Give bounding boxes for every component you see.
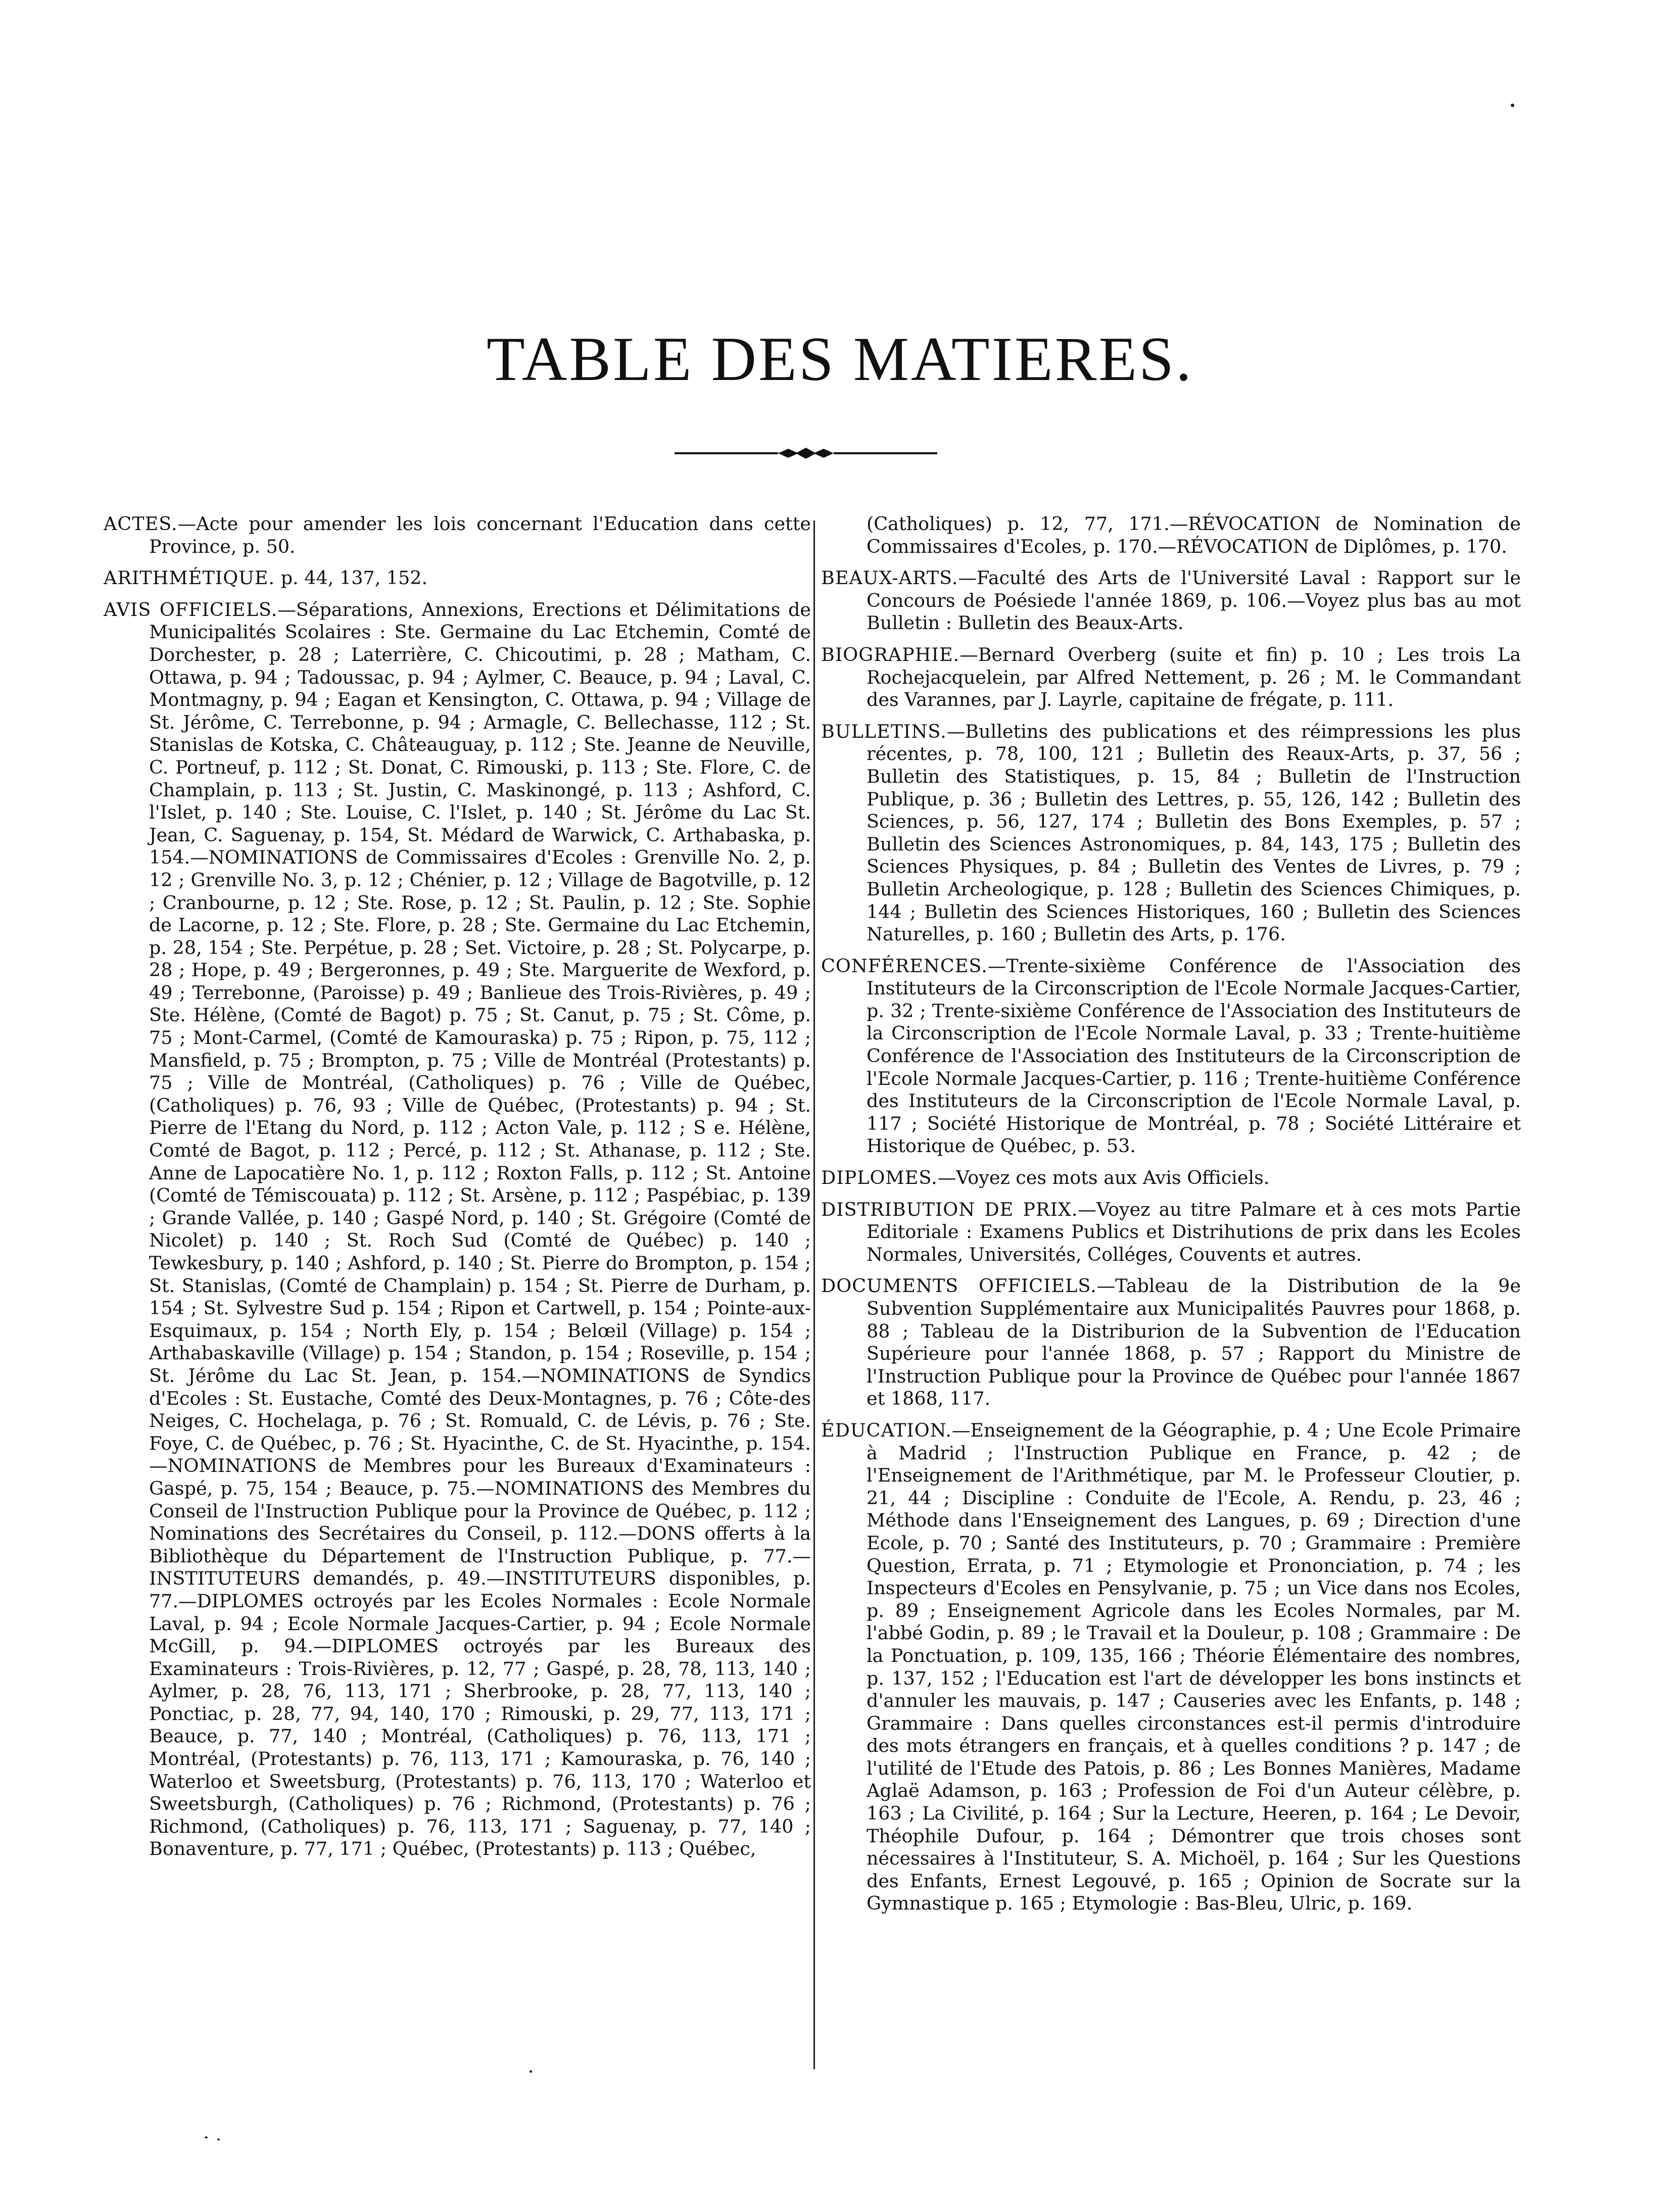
entry-text: p. 44, 137, 152.: [275, 567, 428, 589]
entry-bulletins: [821, 721, 1521, 946]
entry-text: —Tableau de la Distribution de la 9e Subvention Supplémentaire aux Municipalités Pauvres pour 1868, p. 88 ; Tableau de la Distriburion de la Subvention de l'Education Supérieure pour l'année 1868, p. 57 ; Rapport du Ministre de l'Instruction Publique pour la Province de Québec pour l'année 1867 et 1868, 117.: [867, 1275, 1521, 1410]
entry-text: —Enseignement de la Géographie, p. 4 ; Une Ecole Primaire à Madrid ; l'Instruction Publique en France, p. 42 ; de l'Enseignement de l'Arithmétique, par M. le Professeur Cloutier, p. 21, 44 ; Discipline : Conduite de l'Ecole, A. Rendu, p. 23, 46 ; Méthode dans l'Enseignement des Langues, p. 69 ; Direction d'une Ecole, p. 70 ; Santé des Instituteurs, p. 70 ; Grammaire : Première Question, Errata, p. 71 ; Etymologie et Prononciation, p. 74 ; les Inspecteurs d'Ecoles en Pensylvanie, p. 75 ; un Vice dans nos Ecoles, p. 89 ; Enseignement Agricole dans les Ecoles Normales, par M. l'abbé Godin, p. 89 ; le Travail et la Douleur, p. 108 ; Grammaire : De la Ponctuation, p. 109, 135, 166 ; Théorie Élémentaire des nombres, p. 137, 152 ; l'Education est l'art de développer les bons instincts et d'annuler les mauvais, p. 147 ; Causeries avec les Enfants, p. 148 ; Grammaire : Dans quelles circonstances est-il permis d'introduire des mots étrangers en français, et à quelles conditions ? p. 147 ; de l'utilité de l'Etude des Patois, p. 86 ; Les Bonnes Manières, Madame Aglaë Adamson, p. 163 ; Profession de Foi d'un Auteur célèbre, p. 163 ; La Civilité, p. 164 ; Sur la Lecture, Heeren, p. 164 ; Le Devoir, Théophile Dufour, p. 164 ; Démontrer que trois choses sont nécessaires à l'Instituteur, S. A. Michoël, p. 164 ; Sur les Questions des Enfants, Ernest Legouvé, p. 165 ; Opinion de Socrate sur la Gymnastique p. 165 ; Etymologie : Bas-Bleu, Ulric, p. 169.: [867, 1419, 1521, 1915]
entry-actes: [104, 513, 811, 558]
print-speck: [1511, 104, 1514, 107]
left-column: [104, 513, 811, 1870]
column-divider: [813, 520, 815, 2069]
entry-text: —Faculté des Arts de l'Université Laval : Rapport sur le Concours de Poésiede l'année 1869, p. 106.—Voyez plus bas au mot Bulletin : Bulletin des Beaux-Arts.: [867, 567, 1521, 634]
print-speck: [530, 2070, 532, 2073]
entry-education: [821, 1419, 1521, 1915]
entry-text: —Voyez ces mots aux Avis Officiels.: [937, 1167, 1270, 1189]
entry-heading: DISTRIBUTION DE PRIX.: [821, 1198, 1078, 1220]
print-speck: [205, 2136, 208, 2138]
print-speck: [217, 2138, 220, 2140]
entry-beaux-arts: [821, 567, 1521, 635]
entry-heading: BEAUX-ARTS.: [821, 567, 958, 589]
entry-heading: DIPLOMES.: [821, 1167, 938, 1189]
page-title: TABLE DES MATIERES.: [486, 324, 1194, 394]
entry-text: —Voyez au titre Palmare et à ces mots Partie Editoriale : Examens Publics et Distrihutions de prix dans les Ecoles Normales, Universités, Colléges, Couvents et autres.: [867, 1198, 1521, 1265]
entry-text: —Bulletins des publications et des réimpressions les plus récentes, p. 78, 100, 121 ; Bulletin des Reaux-Arts, p. 37, 56 ; Bulletin des Statistiques, p. 15, 84 ; Bulletin de l'Instruction Publique, p. 36 ; Bulletin des Lettres, p. 55, 126, 142 ; Bulletin des Sciences, p. 56, 127, 174 ; Bulletin des Bons Exemples, p. 57 ; Bulletin des Sciences Astronomiques, p. 84, 143, 175 ; Bulletin des Sciences Physiques, p. 84 ; Bulletin des Ventes de Livres, p. 79 ; Bulletin Archeologique, p. 128 ; Bulletin des Sciences Chimiques, p. 144 ; Bulletin des Sciences Historiques, 160 ; Bulletin des Sciences Naturelles, p. 160 ; Bulletin des Arts, p. 176.: [867, 720, 1521, 945]
entry-conferences: [821, 955, 1521, 1158]
entry-heading: BIOGRAPHIE.: [821, 643, 960, 665]
entry-text: —Acte pour amender les lois concernant l'Education dans cette Province, p. 50.: [149, 513, 811, 557]
entry-text: —Séparations, Annexions, Erections et Délimitations de Municipalités Scolaires : Ste. Germaine du Lac Etchemin, Comté de Dorchester, p. 28 ; Laterrière, C. Chicoutimi, p. 28 ; Matham, C. Ottawa, p. 94 ; Tadoussac, p. 94 ; Aylmer, C. Beauce, p. 94 ; Laval, C. Montmagny, p. 94 ; Eagan et Kensington, C. Ottawa, p. 94 ; Village de St. Jérôme, C. Terrebonne, p. 94 ; Armagle, C. Bellechasse, 112 ; St. Stanislas de Kotska, C. Châteauguay, p. 112 ; Ste. Jeanne de Neuville, C. Portneuf, p. 112 ; St. Donat, C. Rimouski, p. 113 ; Ste. Flore, C. de Champlain, p. 113 ; St. Justin, C. Maskinongé, p. 113 ; Ashford, C. l'Islet, p. 140 ; Ste. Louise, C. l'Islet, p. 140 ; St. Jérôme du Lac St. Jean, C. Saguenay, p. 154, St. Médard de Warwick, C. Arthabaska, p. 154.—NOMINATIONS de Commissaires d'Ecoles : Grenville No. 2, p. 12 ; Grenville No. 3, p. 12 ; Chénier, p. 12 ; Village de Bagotville, p. 12 ; Cranbourne, p. 12 ; Ste. Rose, p. 12 ; St. Paulin, p. 12 ; Ste. Sophie de Lacorne, p. 12 ; Ste. Flore, p. 28 ; Ste. Germaine du Lac Etchemin, p. 28, 154 ; Ste. Perpétue, p. 28 ; Set. Victoire, p. 28 ; St. Polycarpe, p. 28 ; Hope, p. 49 ; Bergeronnes, p. 49 ; Ste. Marguerite de Wexford, p. 49 ; Terrebonne, (Paroisse) p. 49 ; Banlieue des Trois-Rivières, p. 49 ; Ste. Hélène, (Comté de Bagot) p. 75 ; St. Canut, p. 75 ; St. Côme, p. 75 ; Mont-Carmel, (Comté de Kamouraska) p. 75 ; Ripon, p. 75, 112 ; Mansfield, p. 75 ; Brompton, p. 75 ; Ville de Montréal (Protestants) p. 75 ; Ville de Montréal, (Catholiques) p. 76 ; Ville de Québec, (Catholiques) p. 76, 93 ; Ville de Québec, (Protestants) p. 94 ; St. Pierre de l'Etang du Nord, p. 112 ; Acton Vale, p. 112 ; S e. Hélène, Comté de Bagot, p. 112 ; Percé, p. 112 ; St. Athanase, p. 112 ; Ste. Anne de Lapocatière No. 1, p. 112 ; Roxton Falls, p. 112 ; St. Antoine (Comté de Témiscouata) p. 112 ; St. Arsène, p. 112 ; Paspébiac, p. 139 ; Grande Vallée, p. 140 ; Gaspé Nord, p. 140 ; St. Grégoire (Comté de Nicolet) p. 140 ; St. Roch Sud (Comté de Québec) p. 140 ; Tewkesbury, p. 140 ; Ashford, p. 140 ; St. Pierre do Brompton, p. 154 ; St. Stanislas, (Comté de Champlain) p. 154 ; St. Pierre de Durham, p. 154 ; St. Sylvestre Sud p. 154 ; Ripon et Cartwell, p. 154 ; Pointe-aux-Esquimaux, p. 154 ; North Ely, p. 154 ; Belœil (Village) p. 154 ; Arthabaskaville (Village) p. 154 ; Standon, p. 154 ; Roseville, p. 154 ; St. Jérôme du Lac St. Jean, p. 154.—NOMINATIONS de Syndics d'Ecoles : St. Eustache, Comté des Deux-Montagnes, p. 76 ; Côte-des Neiges, C. Hochelaga, p. 76 ; St. Romuald, C. de Lévis, p. 76 ; Ste. Foye, C. de Québec, p. 76 ; St. Hyacinthe, C. de St. Hyacinthe, p. 154.—NOMINATIONS de Membres pour les Bureaux d'Examinateurs : Gaspé, p. 75, 154 ; Beauce, p. 75.—NOMINATIONS des Membres du Conseil de l'Instruction Publique pour la Province de Québec, p. 112 ; Nominations des Secrétaires du Conseil, p. 112.—DONS offerts à la Bibliothèque du Département de l'Instruction Publique, p. 77.—INSTITUTEURS demandés, p. 49.—INSTITUTEURS disponibles, p. 77.—DIPLOMES octroyés par les Ecoles Normales : Ecole Normale Laval, p. 94 ; Ecole Normale Jacques-Cartier, p. 94 ; Ecole Normale McGill, p. 94.—DIPLOMES octroyés par les Bureaux des Examinateurs : Trois-Rivières, p. 12, 77 ; Gaspé, p. 28, 78, 113, 140 ; Aylmer, p. 28, 76, 113, 171 ; Sherbrooke, p. 28, 77, 113, 140 ; Ponctiac, p. 28, 77, 94, 140, 170 ; Rimouski, p. 29, 77, 113, 171 ; Beauce, p. 77, 140 ; Montréal, (Catholiques) p. 76, 113, 171 ; Montréal, (Protestants) p. 76, 113, 171 ; Kamouraska, p. 76, 140 ; Waterloo et Sweetsburg, (Protestants) p. 76, 113, 170 ; Waterloo et Sweetsburgh, (Catholiques) p. 76 ; Richmond, (Protestants) p. 76 ; Richmond, (Catholiques) p. 76, 113, 171 ; Saguenay, p. 77, 140 ; Bonaventure, p. 77, 171 ; Québec, (Protestants) p. 113 ; Québec,: [149, 598, 811, 1860]
entry-avis-officiels-continued: (Catholiques) p. 12, 77, 171.—RÉVOCATION de Nomination de Commissaires d'Ecoles, p. 170.—RÉVOCATION de Diplômes, p. 170.: [867, 513, 1521, 557]
entry-arithmetique: [104, 567, 811, 590]
entry-heading: ACTES.: [104, 513, 178, 535]
entry-heading: DOCUMENTS OFFICIELS.: [821, 1275, 1097, 1297]
entry-diplomes: [821, 1167, 1521, 1189]
entry-text: —Bernard Overberg (suite et fin) p. 10 ; Les trois La Rochejacquelein, par Alfred Nettement, p. 26 ; M. le Commandant des Varannes, par J. Layrle, capitaine de frégate, p. 111.: [867, 643, 1521, 711]
entry-text: —Trente-sixième Conférence de l'Association des Instituteurs de la Circonscription de l'Ecole Normale Jacques-Cartier, p. 32 ; Trente-sixième Conférence de l'Association des Instituteurs de la Circonscription de l'Ecole Normale Laval, p. 33 ; Trente-huitième Conférence de l'Association des Instituteurs de la Circonscription de l'Ecole Normale Jacques-Cartier, p. 116 ; Trente-huitième Conférence des Instituteurs de la Circonscription de l'Ecole Normale Laval, p. 117 ; Société Historique de Montréal, p. 78 ; Société Littéraire et Historique de Québec, p. 53.: [867, 955, 1521, 1157]
entry-biographie: [821, 644, 1521, 711]
entry-heading: ARITHMÉTIQUE.: [104, 567, 275, 589]
entry-heading: CONFÉRENCES.: [821, 955, 988, 977]
entry-distribution-de-prix: [821, 1199, 1521, 1266]
entry-documents-officiels: [821, 1275, 1521, 1410]
entry-heading: ÉDUCATION.: [821, 1419, 952, 1441]
right-column: [821, 513, 1521, 1924]
entry-heading: AVIS OFFICIELS.: [104, 598, 278, 621]
entry-avis-officiels: [104, 599, 811, 1861]
title-ornament: [675, 446, 937, 461]
entry-heading: BULLETINS.: [821, 720, 947, 742]
